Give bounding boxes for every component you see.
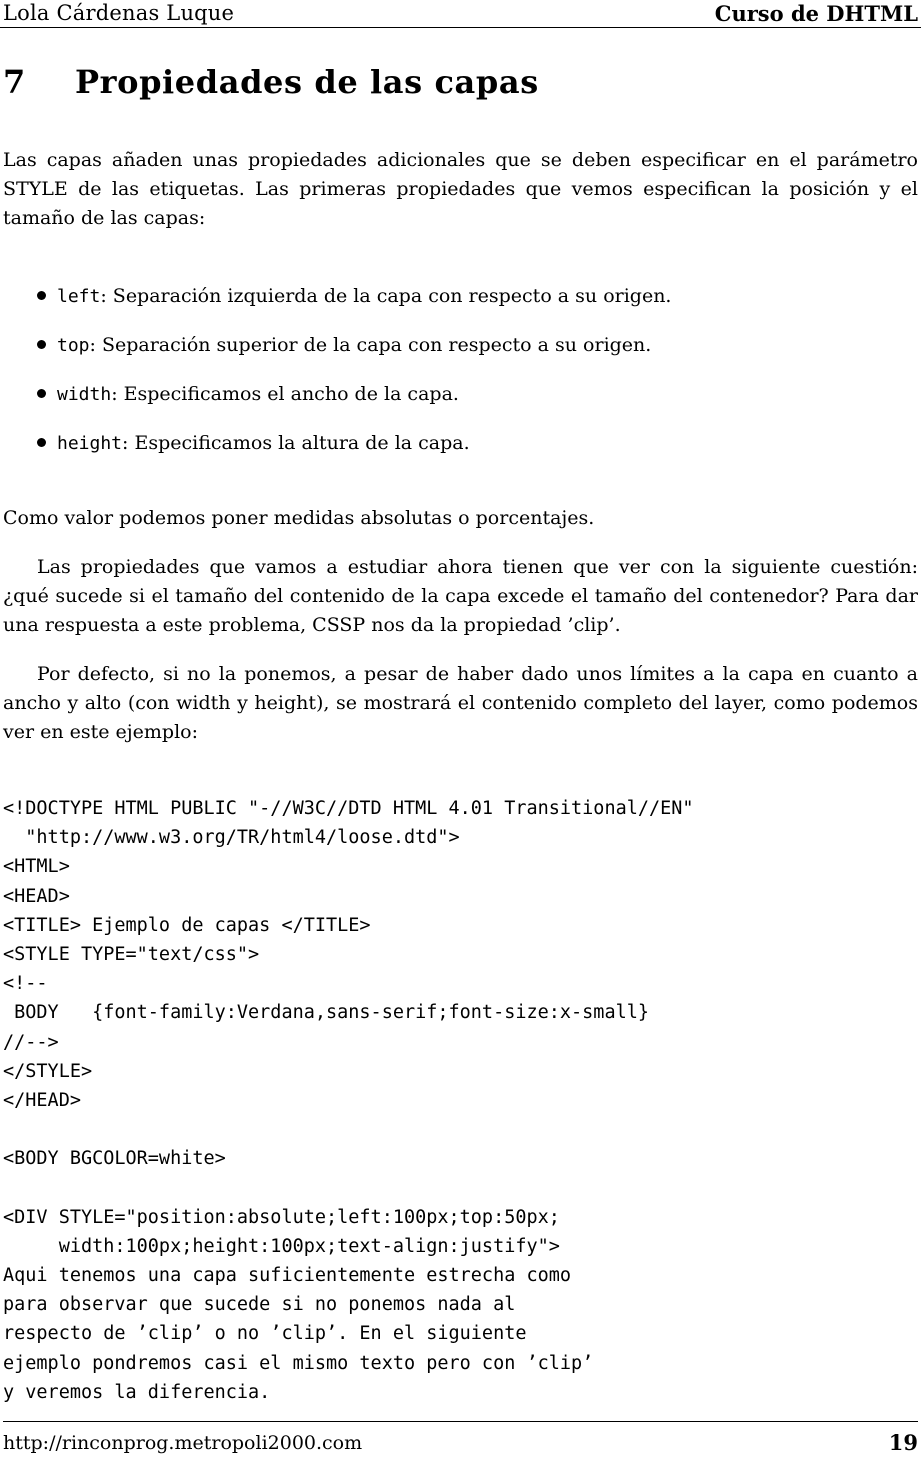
footer-url-link[interactable]: http://rinconprog.metropoli2000.com	[3, 1432, 363, 1454]
list-item	[37, 429, 470, 458]
header-author: Lola Cárdenas Luque	[3, 1, 235, 25]
property-name: height	[57, 433, 123, 454]
code-line: <BODY BGCOLOR=white>	[3, 1148, 226, 1170]
code-line: //-->	[3, 1031, 59, 1053]
paragraph-default-behavior: Por defecto, si no la ponemos, a pesar de haber dado unos límites a la capa en cuanto a ancho y alto (con width y height), se mostrará el contenido completo del layer, como podemos ver en este ejemplo:	[3, 663, 918, 743]
code-line: y veremos la diferencia.	[3, 1381, 271, 1403]
section-number: 7	[3, 63, 26, 101]
code-line	[3, 1115, 694, 1144]
property-name: top	[57, 335, 90, 356]
code-line: <HEAD>	[3, 885, 70, 907]
property-description: : Especificamos la altura de la capa.	[122, 432, 470, 454]
code-line: BODY {font-family:Verdana,sans-serif;font-size:x-small}	[3, 1002, 650, 1024]
page-number: 19	[888, 1430, 918, 1455]
list-item	[37, 380, 459, 409]
property-description: : Especificamos el ancho de la capa.	[111, 383, 459, 405]
bullet-icon	[37, 291, 46, 300]
bullet-icon	[37, 340, 46, 349]
code-line: </STYLE>	[3, 1060, 93, 1082]
section-title-text: Propiedades de las capas	[75, 63, 539, 101]
code-example	[3, 794, 694, 1407]
paragraph-clip-question: Las propiedades que vamos a estudiar ahora tienen que ver con la siguiente cuestión: ¿qué sucede si el tamaño del contenido de la capa excede el tamaño del contenedor? Para dar una respuesta a este problema, CSSP nos da la propiedad ’clip’.	[3, 556, 918, 636]
code-line	[3, 1173, 694, 1202]
property-name: width	[57, 384, 112, 405]
code-line: ejemplo pondremos casi el mismo texto pero con ’clip’	[3, 1352, 594, 1374]
code-line: "http://www.w3.org/TR/html4/loose.dtd">	[3, 827, 460, 849]
property-description: : Separación superior de la capa con respecto a su origen.	[89, 334, 652, 356]
bullet-icon	[37, 438, 46, 447]
footer-rule	[3, 1421, 918, 1422]
code-line: respecto de ’clip’ o no ’clip’. En el siguiente	[3, 1323, 527, 1345]
code-line: <!--	[3, 973, 48, 995]
code-line: <STYLE TYPE="text/css">	[3, 943, 260, 965]
list-item	[37, 282, 671, 311]
code-line: width:100px;height:100px;text-align:justify">	[3, 1235, 560, 1257]
intro-paragraph: Las capas añaden unas propiedades adicionales que se deben especificar en el parámetro STYLE de las etiquetas. Las primeras propiedades que vemos especifican la posición y el tamaño de las capas:	[3, 149, 918, 229]
code-line: <TITLE> Ejemplo de capas </TITLE>	[3, 914, 371, 936]
bullet-icon	[37, 389, 46, 398]
header-course: Curso de DHTML	[714, 1, 918, 26]
section-title	[3, 63, 539, 101]
page-header	[3, 0, 918, 26]
code-line: para observar que sucede si no ponemos nada al	[3, 1294, 516, 1316]
code-line: <DIV STYLE="position:absolute;left:100px;top:50px;	[3, 1206, 560, 1228]
list-item	[37, 331, 651, 360]
code-line: <HTML>	[3, 856, 70, 878]
code-line: Aqui tenemos una capa suficientemente estrecha como	[3, 1265, 572, 1286]
property-description: : Separación izquierda de la capa con respecto a su origen.	[100, 285, 672, 307]
code-line: <!DOCTYPE HTML PUBLIC "-//W3C//DTD HTML 4.01 Transitional//EN"	[3, 798, 694, 819]
header-rule	[0, 27, 921, 28]
property-name: left	[57, 286, 101, 307]
code-line: </HEAD>	[3, 1089, 81, 1111]
paragraph-values: Como valor podemos poner medidas absolutas o porcentajes.	[3, 507, 595, 529]
